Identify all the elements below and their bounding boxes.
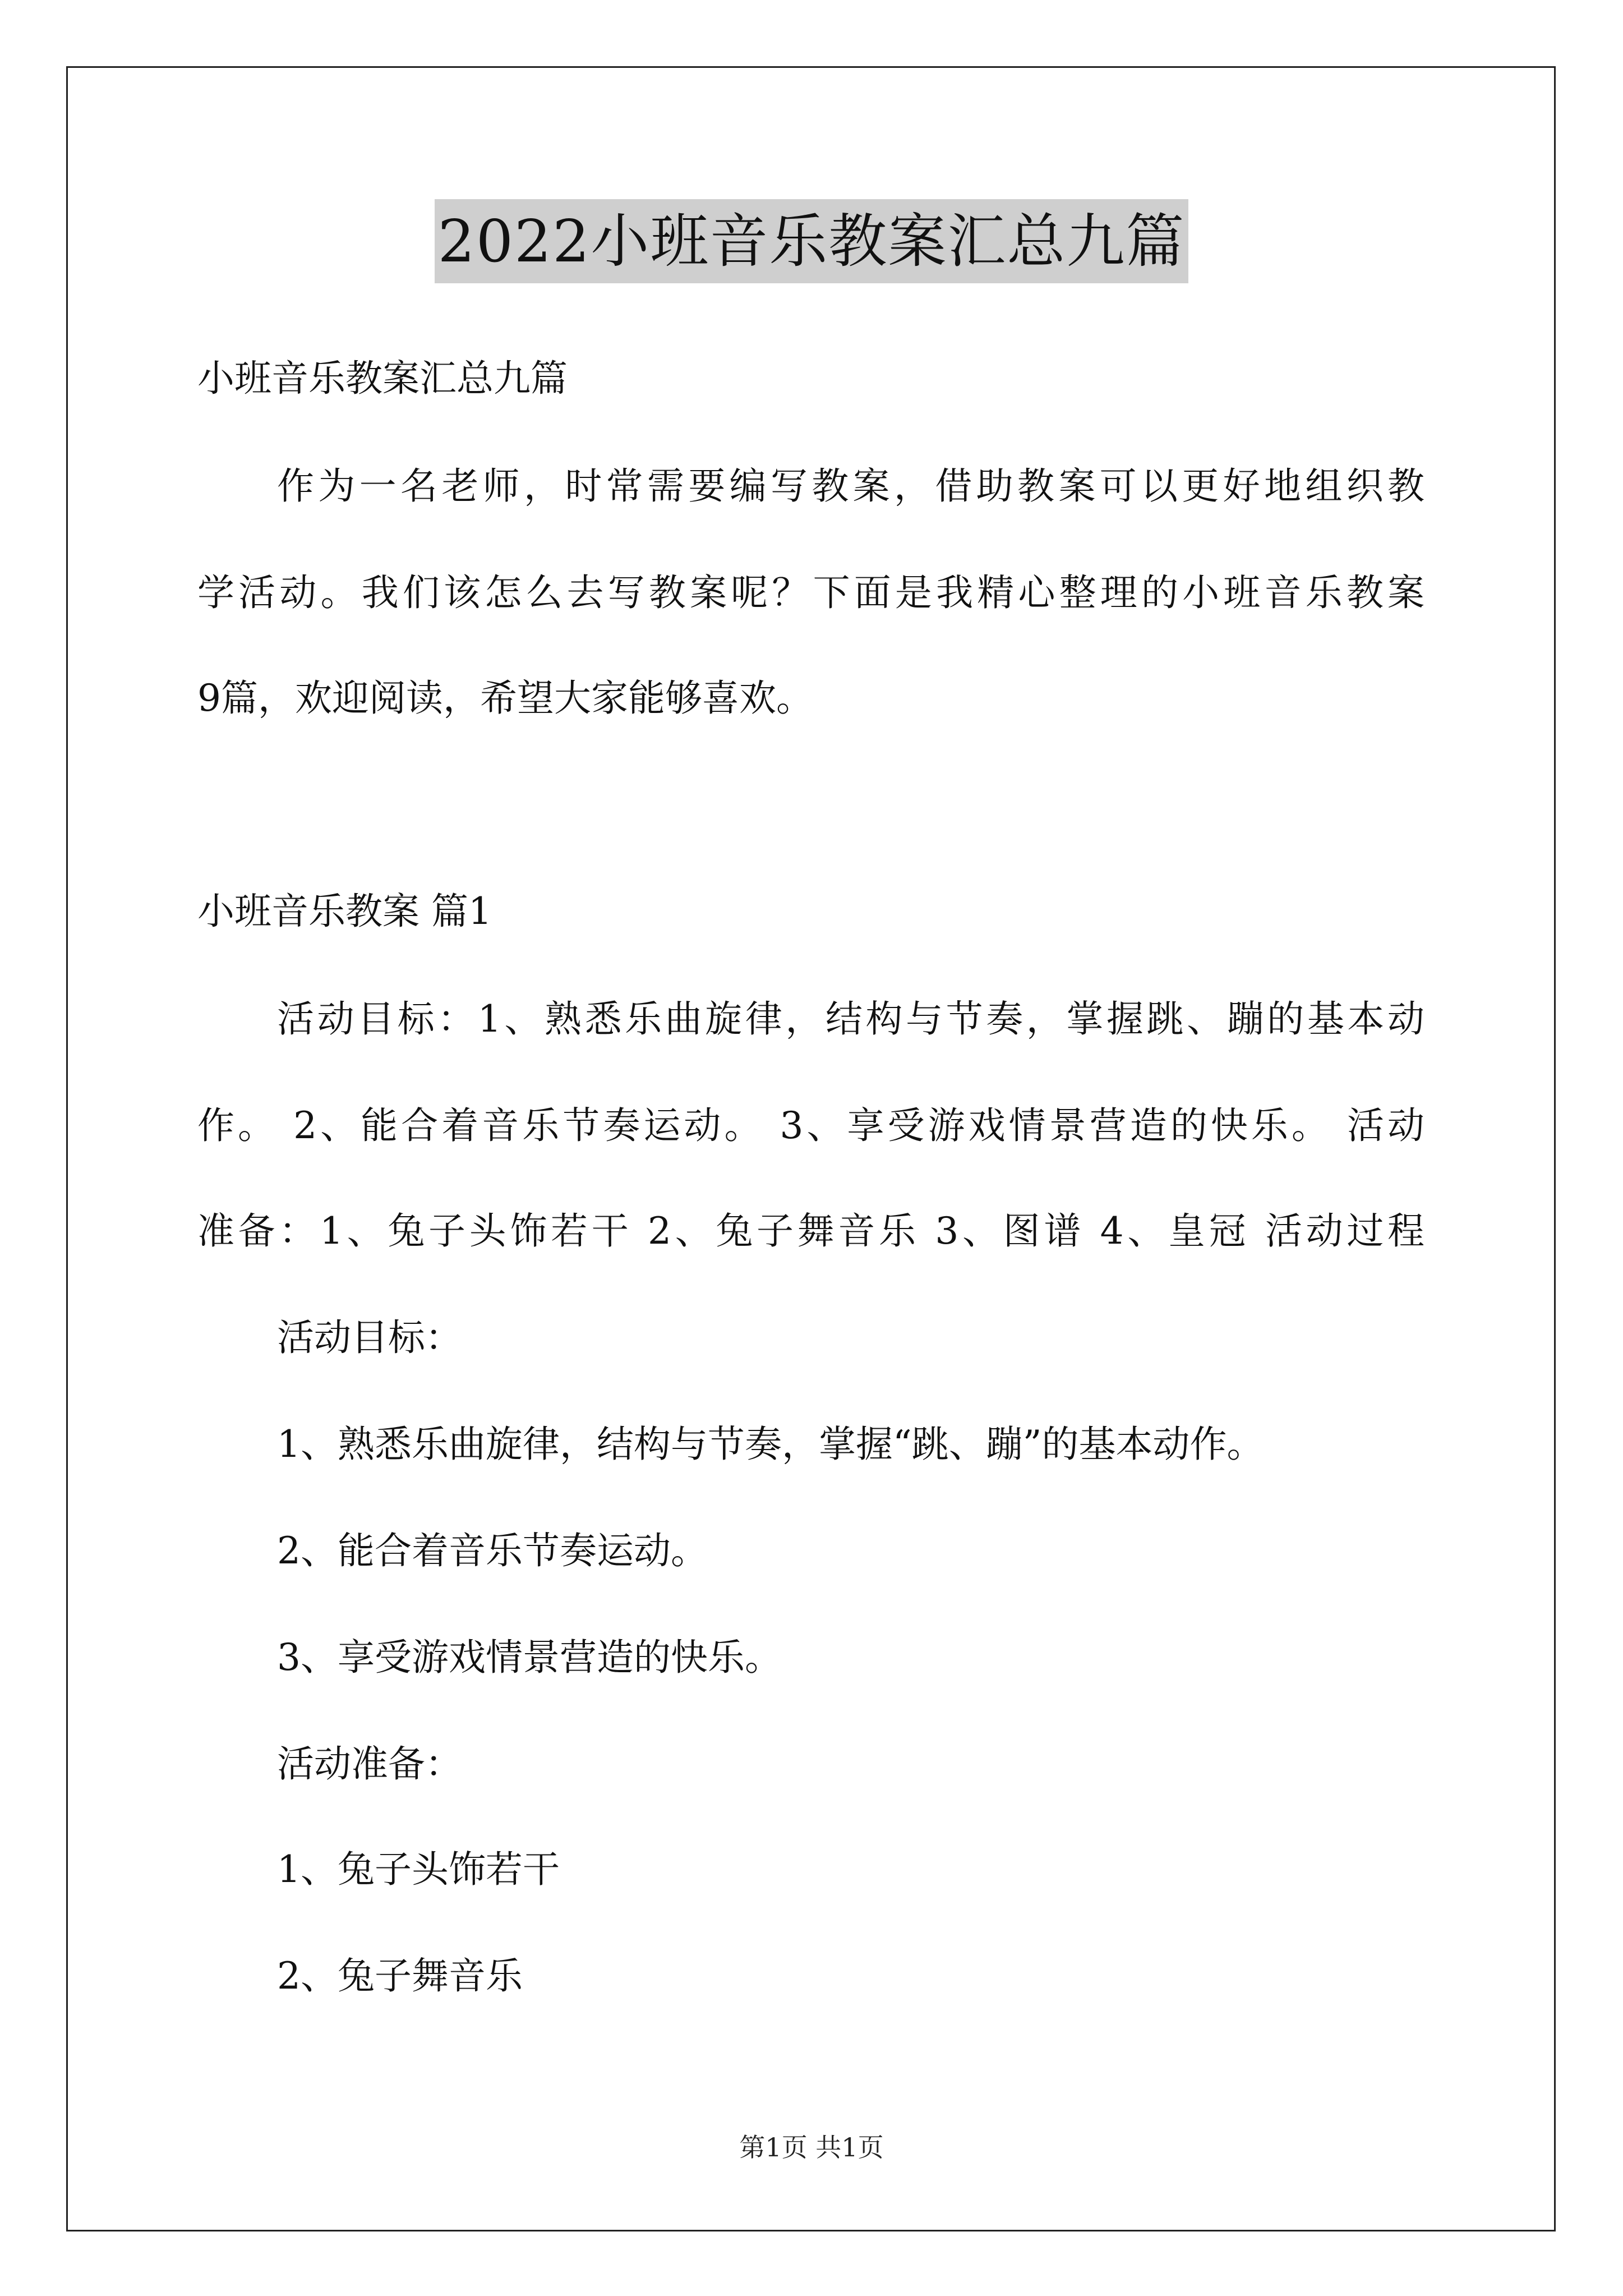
- document-subtitle: 小班音乐教案汇总九篇: [197, 357, 568, 400]
- section-heading: 小班音乐教案 篇1: [197, 890, 492, 933]
- prep-item: 2、兔子舞音乐: [277, 1954, 523, 1998]
- goal-item: 1、熟悉乐曲旋律，结构与节奏，掌握“跳、蹦”的基本动作。: [277, 1423, 1264, 1466]
- document-title: 2022小班音乐教案汇总九篇: [435, 199, 1189, 283]
- intro-line-2: 学活动。我们该怎么去写教案呢？下面是我精心整理的小班音乐教案: [197, 571, 1424, 614]
- prep-item: 1、兔子头饰若干: [277, 1848, 560, 1891]
- page-footer: 第1页 共1页: [739, 2132, 884, 2162]
- summary-line-3: 准备：1、兔子头饰若干 2、兔子舞音乐 3、图谱 4、皇冠 活动过程: [197, 1209, 1424, 1253]
- title-container: [0, 199, 1623, 283]
- summary-line-1: 活动目标：1、熟悉乐曲旋律，结构与节奏，掌握跳、蹦的基本动: [277, 997, 1424, 1041]
- intro-line-3: 9篇，欢迎阅读，希望大家能够喜欢。: [197, 677, 813, 720]
- goals-label: 活动目标：: [277, 1316, 462, 1359]
- goal-item: 2、能合着音乐节奏运动。: [277, 1529, 708, 1572]
- summary-line-2: 作。 2、能合着音乐节奏运动。 3、享受游戏情景营造的快乐。 活动: [197, 1104, 1424, 1147]
- goal-item: 3、享受游戏情景营造的快乐。: [277, 1636, 782, 1679]
- prep-label: 活动准备：: [277, 1742, 462, 1786]
- intro-line-1: 作为一名老师，时常需要编写教案，借助教案可以更好地组织教: [277, 464, 1424, 508]
